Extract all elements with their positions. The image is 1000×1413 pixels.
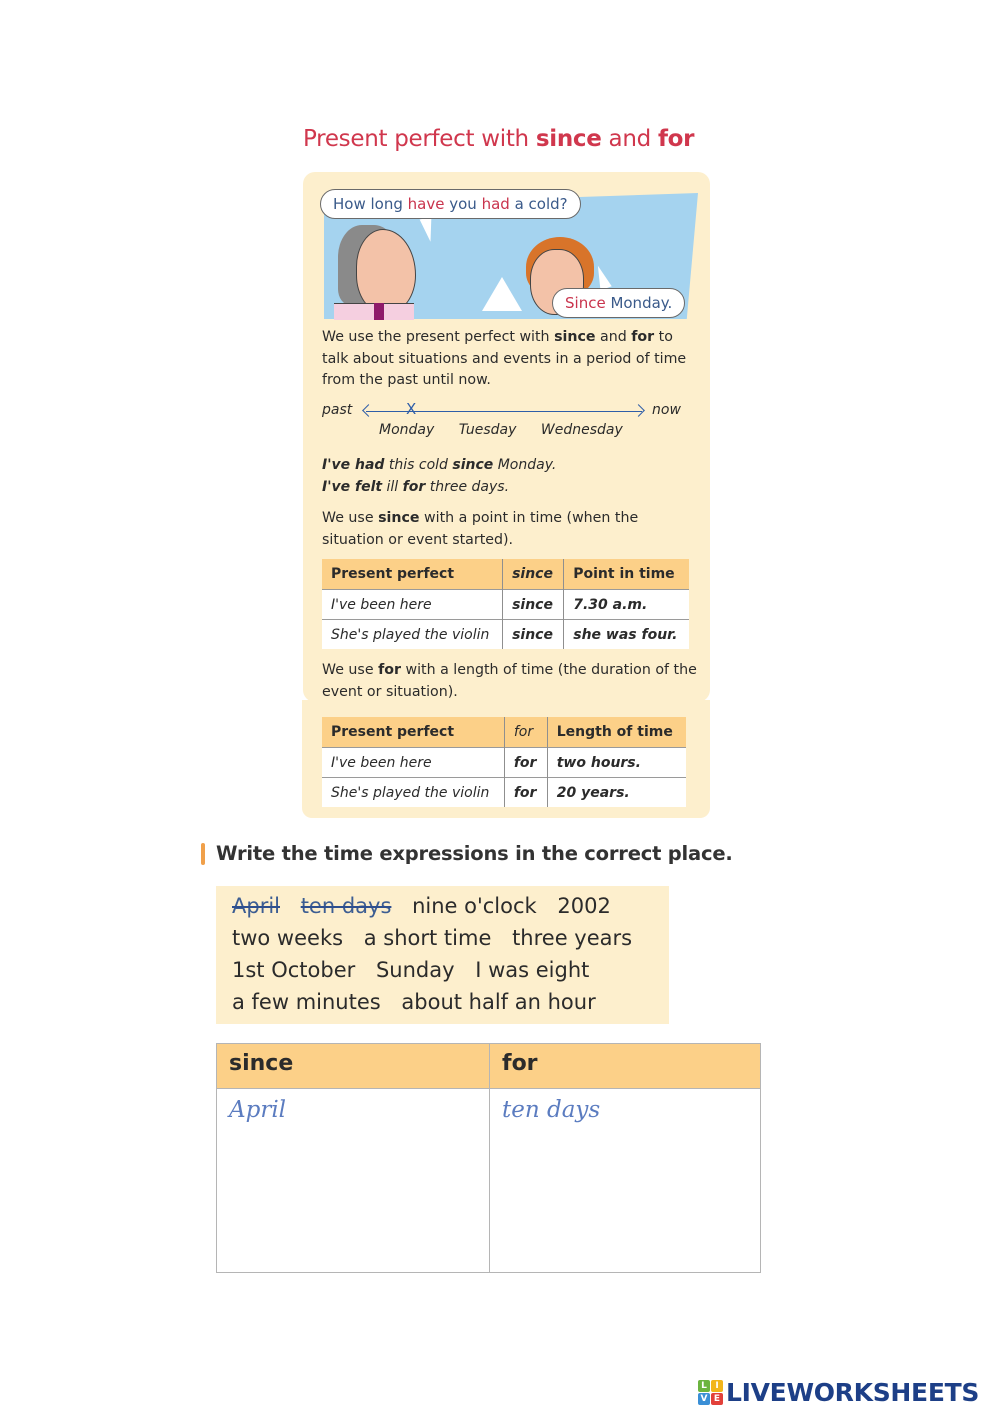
- since-rule: [322, 508, 702, 551]
- word-item[interactable]: three years: [512, 926, 633, 950]
- answer-header-since: since: [217, 1044, 489, 1089]
- table-cell: She's played the violin: [322, 620, 503, 650]
- table-cell: two hours.: [547, 748, 686, 778]
- table-cell: since: [503, 620, 564, 650]
- keyword-for: for: [378, 662, 401, 678]
- example-sentence: [322, 476, 556, 498]
- text: this cold: [384, 457, 453, 473]
- text: We use: [322, 510, 379, 526]
- table-cell: she was four.: [564, 620, 689, 650]
- bubble-highlight: have: [407, 195, 445, 213]
- title-prefix: Present perfect with: [303, 126, 536, 152]
- keyword: for: [402, 479, 426, 495]
- for-answer-input[interactable]: ten days: [502, 1097, 601, 1123]
- table-cell: I've been here: [322, 590, 503, 620]
- text: ill: [382, 479, 403, 495]
- since-answer-input[interactable]: April: [229, 1097, 287, 1123]
- word-bank: [216, 886, 669, 1024]
- logo-letter: V: [698, 1393, 710, 1405]
- intro-paragraph: [322, 327, 702, 392]
- text: with a point in time (when the situation or event started).: [322, 510, 639, 548]
- example-sentence: [322, 454, 556, 476]
- timeline-day: Monday: [379, 422, 435, 438]
- cartoon-illustration: [314, 185, 700, 320]
- verb: I've felt: [322, 479, 383, 495]
- timeline-diagram: [322, 400, 702, 448]
- bubble-highlight: had: [481, 195, 510, 213]
- logo-text: LIVEWORKSHEETS: [726, 1378, 980, 1407]
- title-since: since: [535, 126, 602, 152]
- word-item[interactable]: nine o'clock: [412, 894, 537, 918]
- logo-grid-icon: [698, 1380, 723, 1405]
- for-table: [322, 717, 686, 807]
- for-rule: [322, 660, 707, 703]
- arrow-right-icon: [632, 404, 645, 417]
- table-header: since: [503, 559, 564, 590]
- table-cell: for: [504, 748, 547, 778]
- table-cell: 7.30 a.m.: [564, 590, 689, 620]
- logo-letter: I: [711, 1380, 723, 1392]
- word-line: [232, 922, 669, 954]
- table-cell: since: [503, 590, 564, 620]
- bubble-text: Monday.: [605, 294, 673, 312]
- for-answer-cell[interactable]: [489, 1089, 760, 1272]
- liveworksheets-logo: [698, 1378, 979, 1407]
- keyword-since: since: [378, 510, 420, 526]
- text: Monday.: [493, 457, 557, 473]
- table-header: Present perfect: [322, 559, 503, 590]
- table-cell: She's played the violin: [322, 778, 504, 808]
- table-header-row: [322, 559, 689, 590]
- speech-bubble-question: [320, 189, 581, 219]
- text: three days.: [425, 479, 510, 495]
- table-row: [322, 590, 689, 620]
- title-and: and: [601, 126, 658, 152]
- logo-letter: L: [698, 1380, 710, 1392]
- since-table: [322, 559, 689, 649]
- table-cell: 20 years.: [547, 778, 686, 808]
- word-line: [232, 954, 669, 986]
- logo-letter: E: [711, 1393, 723, 1405]
- example-sentences: [322, 454, 556, 498]
- table-cell: I've been here: [322, 748, 504, 778]
- timeline-end-label: now: [652, 402, 681, 418]
- keyword: since: [452, 457, 494, 473]
- text: We use the present perfect with: [322, 329, 555, 345]
- word-item[interactable]: a few minutes: [232, 990, 381, 1014]
- keyword-since: since: [554, 329, 596, 345]
- tissue-icon: [482, 277, 522, 311]
- table-row: [322, 778, 686, 808]
- text: with a length of time (the duration of the event or situation).: [322, 662, 697, 700]
- bubble-text: How long: [333, 195, 408, 213]
- bubble-highlight: Since: [565, 294, 606, 312]
- table-cell: for: [504, 778, 547, 808]
- table-header-row: [322, 717, 686, 748]
- text: to talk about situations and events in a period of time from the past until now.: [322, 329, 687, 388]
- since-answer-cell[interactable]: [217, 1089, 489, 1272]
- title-for: for: [657, 126, 695, 152]
- word-item-used[interactable]: ten days: [300, 894, 392, 918]
- keyword-for: for: [631, 329, 655, 345]
- exercise-instruction: Write the time expressions in the correct place.: [216, 842, 733, 865]
- table-row: [322, 620, 689, 650]
- word-item[interactable]: Sunday: [375, 958, 455, 982]
- timeline-day: Wednesday: [540, 422, 623, 438]
- bubble-text: a cold?: [509, 195, 568, 213]
- word-item[interactable]: 1st October: [232, 958, 356, 982]
- table-header: Present perfect: [322, 717, 504, 748]
- verb: I've had: [322, 457, 385, 473]
- word-line: [232, 986, 669, 1018]
- timeline-days: [379, 422, 643, 438]
- timeline-start-label: past: [322, 402, 353, 418]
- page-title: [303, 126, 694, 152]
- table-row: [322, 748, 686, 778]
- table-header: Length of time: [547, 717, 686, 748]
- exercise-marker-icon: [201, 843, 205, 865]
- word-item[interactable]: 2002: [557, 894, 611, 918]
- table-header: for: [504, 717, 547, 748]
- timeline-marker-icon: X: [406, 400, 417, 418]
- arrow-left-icon: [362, 404, 375, 417]
- table-header: Point in time: [564, 559, 689, 590]
- answer-header-for: for: [489, 1044, 760, 1089]
- speech-bubble-answer: [552, 288, 685, 318]
- word-item-used[interactable]: April: [232, 894, 280, 918]
- man-tie: [374, 303, 384, 320]
- timeline-day: Tuesday: [458, 422, 517, 438]
- word-item[interactable]: about half an hour: [401, 990, 596, 1014]
- answer-table: [216, 1043, 761, 1273]
- bubble-text: you: [444, 195, 482, 213]
- text: and: [595, 329, 632, 345]
- text: We use: [322, 662, 379, 678]
- word-item[interactable]: I was eight: [475, 958, 590, 982]
- word-item[interactable]: a short time: [363, 926, 492, 950]
- word-line: [232, 890, 669, 922]
- word-item[interactable]: two weeks: [232, 926, 344, 950]
